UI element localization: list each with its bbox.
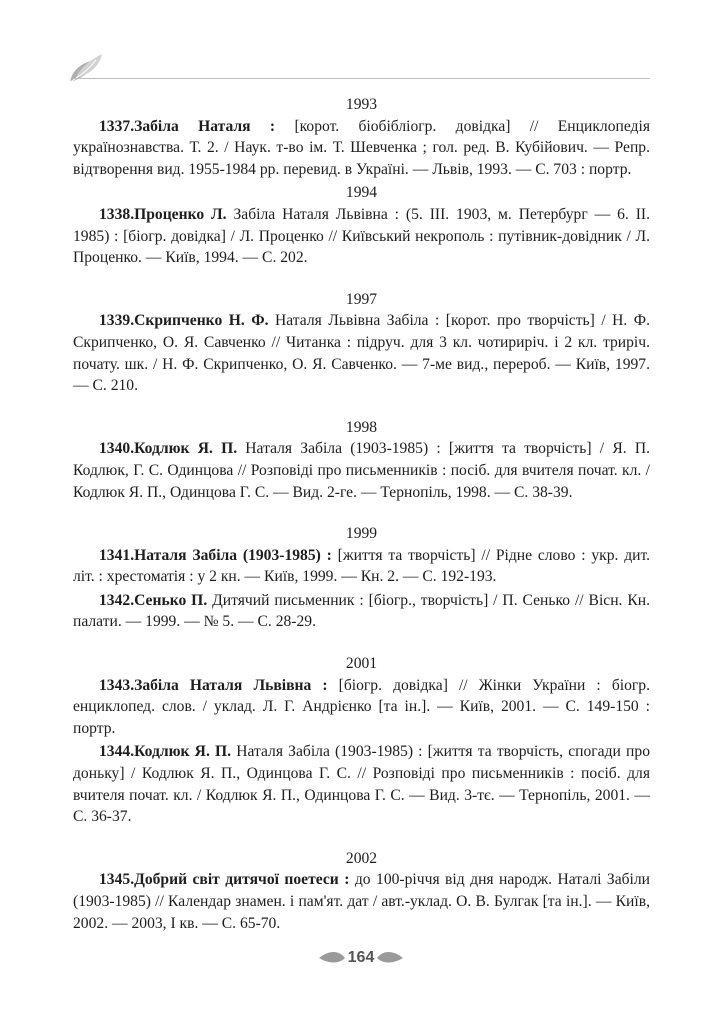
section-2002: [73, 848, 650, 934]
year-heading: 2002: [345, 849, 378, 867]
section-1998: [73, 417, 650, 503]
bibliography-entry: [73, 590, 650, 633]
year-heading: 1998: [345, 418, 378, 436]
section-1994: [73, 182, 650, 268]
bibliography-entry: [73, 204, 650, 269]
entry-lead: Проценко Л.: [134, 205, 227, 223]
bibliography-entry: [73, 741, 650, 827]
entry-number: 1342.: [99, 591, 135, 609]
entry-text: [біогр. довідка] // Жінки України : біогр. енциклопед. слов. / уклад. Л. Г. Андрієнко [та ін.]. — Київ, 2001. — С. 149-150 : портр.: [73, 676, 650, 737]
header-rule: [74, 78, 650, 79]
year-heading: 1999: [345, 525, 378, 543]
bibliography-entry: [73, 438, 650, 503]
page-footer: [317, 946, 405, 970]
entry-number: 1345.: [99, 871, 135, 889]
entry-lead: Наталя Забіла (1903-1985) :: [134, 546, 332, 564]
entry-text: Наталя Забіла (1903-1985) : [життя та творчість, спогади про доньку] / Кодлюк Я. П., Одинцова Г. С. // Розповіді про письменників : посіб. для вчителя почат. кл. / Кодлюк Я. П., Одинцова Г. С. — Вид. 3-тє. — Тернопіль, 2001. — С. 36-37.: [73, 743, 650, 826]
entry-lead: Забіла Наталя Львівна :: [134, 676, 328, 694]
section-1997: [73, 289, 650, 397]
entry-number: 1343.: [99, 676, 135, 694]
entry-number: 1337.: [99, 117, 135, 135]
entry-number: 1339.: [99, 312, 135, 330]
entry-lead: Сенько П.: [134, 591, 208, 609]
entry-text: Наталя Забіла (1903-1985) : [життя та творчість] / Я. П. Кодлюк, Г. С. Одинцова // Розповіді про письменників : посіб. для вчителя почат. кл. / Кодлюк Я. П., Одинцова Г. С. — Вид. 2-ге. — Тернопіль, 1998. — С. 38-39.: [73, 440, 650, 501]
entry-text: [життя та творчість] // Рідне слово : укр. дит. літ. : хрестоматія : у 2 кн. — Київ, 1999. — Кн. 2. — С. 192-193.: [73, 546, 651, 586]
entry-number: 1338.: [99, 205, 135, 223]
bibliography-entry: [73, 869, 650, 934]
entry-text: Забіла Наталя Львівна : (5. III. 1903, м. Петербург — 6. II. 1985) : [біогр. довідка] / Л. Проценко // Київський некрополь : путівник-довідник / Л. Проценко. — Київ, 1994. — С. 202.: [73, 205, 651, 267]
entry-lead: Кодлюк Я. П.: [134, 440, 238, 458]
entry-text: до 100-річчя від дня народж. Наталі Забіли (1903-1985) // Календар знамен. і пам'ят. дат / авт.-уклад. О. В. Булгак [та ін.]. — Київ, 2002. — 2003, I кв. — С. 65-70.: [73, 871, 651, 932]
entry-lead: Скрипченко Н. Ф.: [134, 312, 269, 330]
entry-text: Дитячий письменник : [біогр., творчість] / П. Сенько // Вісн. Кн. палати. — 1999. — № 5. — С. 28-29.: [73, 591, 650, 631]
bibliography-entry: [73, 310, 650, 396]
entry-number: 1340.: [99, 440, 135, 458]
leaf-icon: [66, 52, 106, 86]
bibliography-entry: [73, 545, 650, 588]
page-number: 164: [347, 949, 375, 966]
section-1999: [73, 523, 650, 633]
entry-lead: Забіла Наталя :: [134, 117, 276, 135]
year-heading: 1994: [345, 184, 378, 202]
entry-number: 1344.: [99, 743, 135, 761]
section-1993: [73, 94, 650, 180]
year-heading: 1993: [345, 96, 378, 113]
section-2001: [73, 653, 650, 828]
entry-text: Наталя Львівна Забіла : [корот. про творчість] / Н. Ф. Скрипченко, О. Я. Савченко // Читанка : підруч. для 3 кл. чотириріч. і 2 кл. триріч. почату. шк. / Н. Ф. Скрипченко, О. Я. Савченко. — 7-ме вид., перероб. — Київ, 1997. — С. 210.: [73, 312, 650, 395]
entry-text: [корот. біобібліогр. довідка] // Енциклопедія українознавства. Т. 2. / Наук. т-во ім. Т. Шевченка ; гол. ред. В. Кубійович. — Репр. відтворення вид. 1955-1984 рр. перевид. в Україні. — Львів, 1993. — С. 703 : портр.: [73, 117, 650, 178]
year-heading: 1997: [345, 290, 378, 308]
bibliography-entry: [73, 675, 650, 740]
entry-lead: Кодлюк Я. П.: [134, 743, 232, 761]
entry-number: 1341.: [99, 546, 135, 564]
bibliography-content: [73, 94, 650, 936]
bibliography-entry: [73, 116, 650, 181]
entry-lead: Добрий світ дитячої поетеси :: [134, 871, 350, 889]
year-heading: 2001: [345, 655, 378, 673]
